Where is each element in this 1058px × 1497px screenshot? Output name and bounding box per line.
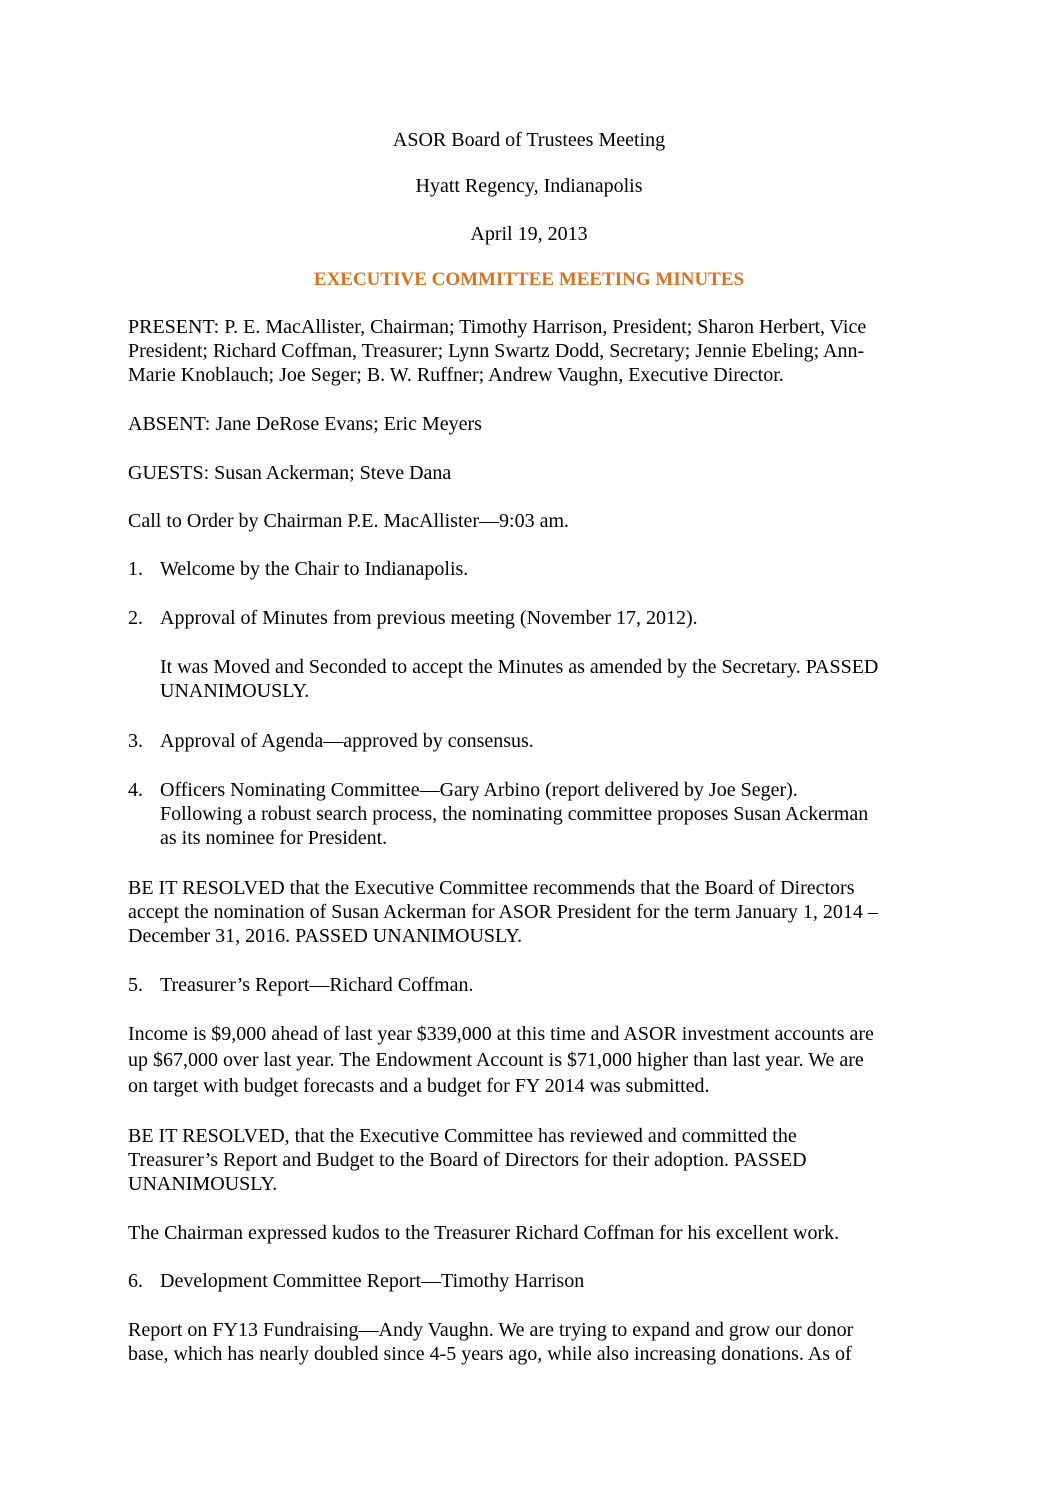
- item-text: Development Committee Report—Timothy Harrison: [160, 1270, 585, 1292]
- motion-text: UNANIMOUSLY.: [160, 680, 310, 702]
- item-text: Officers Nominating Committee—Gary Arbino (report delivered by Joe Seger).: [160, 779, 798, 801]
- present-line: PRESENT: P. E. MacAllister, Chairman; Timothy Harrison, President; Sharon Herbert, Vice: [128, 316, 867, 338]
- meeting-location: Hyatt Regency, Indianapolis: [415, 175, 643, 197]
- call-to-order: Call to Order by Chairman P.E. MacAllister—9:03 am.: [128, 510, 570, 532]
- absent-line: ABSENT: Jane DeRose Evans; Eric Meyers: [128, 413, 482, 435]
- fundraising-text: Report on FY13 Fundraising—Andy Vaughn. We are trying to expand and grow our donor: [128, 1319, 854, 1341]
- resolution-text: December 31, 2016. PASSED UNANIMOUSLY.: [128, 925, 523, 947]
- item-number: 6.: [128, 1270, 143, 1292]
- item-number: 1.: [128, 558, 143, 580]
- resolution-text: BE IT RESOLVED that the Executive Committee recommends that the Board of Directors: [128, 877, 855, 899]
- item-text: Following a robust search process, the nominating committee proposes Susan Ackerman: [160, 803, 869, 825]
- guests-line: GUESTS: Susan Ackerman; Steve Dana: [128, 462, 452, 484]
- meeting-title: ASOR Board of Trustees Meeting: [392, 129, 666, 151]
- meeting-date: April 19, 2013: [470, 223, 588, 245]
- item-text: Approval of Agenda—approved by consensus.: [160, 730, 534, 752]
- resolution-text: accept the nomination of Susan Ackerman for ASOR President for the term January 1, 2014 –: [128, 901, 878, 923]
- item-number: 4.: [128, 779, 143, 801]
- item-number: 2.: [128, 607, 143, 629]
- income-text: on target with budget forecasts and a budget for FY 2014 was submitted.: [128, 1075, 710, 1097]
- income-text: up $67,000 over last year. The Endowment Account is $71,000 higher than last year. We are: [128, 1049, 864, 1071]
- item-number: 5.: [128, 974, 143, 996]
- resolution-text: UNANIMOUSLY.: [128, 1173, 278, 1195]
- income-text: Income is $9,000 ahead of last year $339,000 at this time and ASOR investment accounts are: [128, 1023, 874, 1045]
- kudos-text: The Chairman expressed kudos to the Treasurer Richard Coffman for his excellent work.: [128, 1222, 840, 1244]
- resolution-text: BE IT RESOLVED, that the Executive Committee has reviewed and committed the: [128, 1125, 797, 1147]
- present-line: Marie Knoblauch; Joe Seger; B. W. Ruffner; Andrew Vaughn, Executive Director.: [128, 364, 784, 386]
- item-text: as its nominee for President.: [160, 827, 388, 849]
- section-heading: EXECUTIVE COMMITTEE MEETING MINUTES: [313, 269, 745, 290]
- present-line: President; Richard Coffman, Treasurer; Lynn Swartz Dodd, Secretary; Jennie Ebeling; Ann-: [128, 340, 865, 362]
- fundraising-text: base, which has nearly doubled since 4-5 years ago, while also increasing donations. As of: [128, 1343, 852, 1365]
- item-text: Treasurer’s Report—Richard Coffman.: [160, 974, 474, 996]
- item-text: Approval of Minutes from previous meeting (November 17, 2012).: [160, 607, 698, 629]
- item-number: 3.: [128, 730, 143, 752]
- item-text: Welcome by the Chair to Indianapolis.: [160, 558, 469, 580]
- resolution-text: Treasurer’s Report and Budget to the Board of Directors for their adoption. PASSED: [128, 1149, 807, 1171]
- motion-text: It was Moved and Seconded to accept the Minutes as amended by the Secretary. PASSED: [160, 656, 879, 678]
